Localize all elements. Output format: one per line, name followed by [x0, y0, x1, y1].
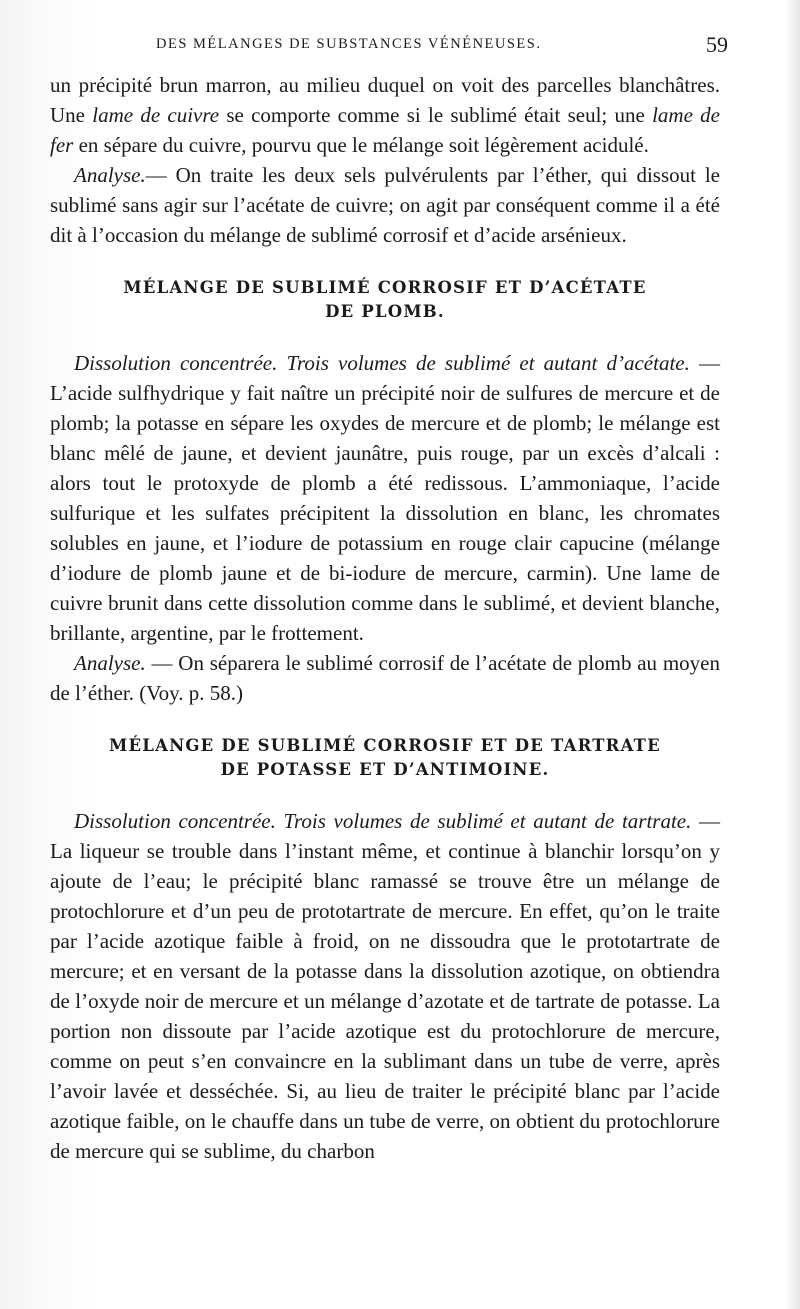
- paragraph-2-text: — On traite les deux sels pulvérulents par l’éther, qui dissout le sublimé sans agir sur l’acétate de cuivre; on agit par conséquent comme il a été dit à l’occasion du mélange de sublimé corrosif et d’acide arsénieux.: [50, 163, 720, 247]
- body-text: [50, 70, 720, 1166]
- paragraph-2: [50, 160, 720, 250]
- paragraph-3-text: — L’acide sulfhydrique y fait naître un précipité noir de sulfures de mercure et de plomb; la potasse en sépare les oxydes de mercure et de plomb; le mélange est blanc mêlé de jaune, et devient jaunâtre, puis rouge, par un excès d’alcali : alors tout le protoxyde de plomb a été redissous. L’ammoniaque, l’acide sulfurique et les sulfates précipitent la dissolution en blanc, les chromates solubles en jaune, et l’iodure de potassium en rouge clair capucine (mélange d’iodure de plomb jaune et de bi-iodure de mercure, carmin). Une lame de cuivre brunit dans cette dissolution comme dans le sublimé, et devient blanche, brillante, argentine, par le frottement.: [50, 351, 721, 645]
- paragraph-2-lead: Analyse.: [74, 163, 146, 187]
- paragraph-5: [50, 806, 720, 1166]
- paragraph-3-lead: Dissolution concentrée. Trois volumes de sublimé et autant d’acétate.: [74, 351, 690, 375]
- section-heading-1-line-2: DE PLOMB.: [325, 302, 445, 321]
- paragraph-1-em-2: lame de fer: [50, 103, 720, 157]
- paragraph-4-text: — On séparera le sublimé corrosif de l’acétate de plomb au moyen de l’éther. (Voy. p. 58.): [50, 651, 720, 705]
- section-heading-2-line-1: MÉLANGE DE SUBLIMÉ CORROSIF ET DE TARTRATE: [109, 736, 661, 755]
- paragraph-1-text-a: un précipité brun marron, au milieu duquel on voit des parcelles blanchâtres. Une: [50, 73, 720, 127]
- page-number: 59: [706, 32, 728, 57]
- section-heading-2: [50, 734, 720, 782]
- running-head: [60, 32, 728, 68]
- paragraph-5-lead: Dissolution concentrée. Trois volumes de sublimé et autant de tartrate.: [74, 809, 692, 833]
- paragraph-4-lead: Analyse.: [74, 651, 146, 675]
- section-heading-2-line-2: DE POTASSE ET D’ANTIMOINE.: [220, 760, 550, 779]
- paragraph-3: [50, 348, 720, 648]
- running-title: DES MÉLANGES DE SUBSTANCES VÉNÉNEUSES.: [156, 36, 542, 52]
- section-heading-1: [50, 276, 720, 324]
- paragraph-4: [50, 648, 720, 708]
- paragraph-1: [50, 70, 720, 160]
- paragraph-5-text: — La liqueur se trouble dans l’instant même, et continue à blanchir lorsqu’on y ajoute de l’eau; le précipité blanc ramassé se trouve être un mélange de protochlorure et d’un peu de prototartrate de mercure. En effet, qu’on le traite par l’acide azotique faible à froid, on ne dissoudra que le prototartrate de mercure; et en versant de la potasse dans la dissolution azotique, on obtiendra de l’oxyde noir de mercure et un mélange d’azotate et de tartrate de potasse. La portion non dissoute par l’acide azotique est du protochlorure de mercure, comme on peut s’en convaincre en la sublimant dans un tube de verre, après l’avoir lavée et desséchée. Si, au lieu de traiter le précipité blanc par l’acide azotique faible, on le chauffe dans un tube de verre, on obtient du protochlorure de mercure qui se sublime, du charbon: [50, 809, 721, 1163]
- paragraph-1-em-1: lame de cuivre: [92, 103, 220, 127]
- section-heading-1-line-1: MÉLANGE DE SUBLIMÉ CORROSIF ET D’ACÉTATE: [123, 278, 647, 297]
- paragraph-1-text-c: en sépare du cuivre, pourvu que le mélange soit légèrement acidulé.: [73, 133, 649, 157]
- paragraph-1-text-b: se comporte comme si le sublimé était seul; une: [219, 103, 653, 127]
